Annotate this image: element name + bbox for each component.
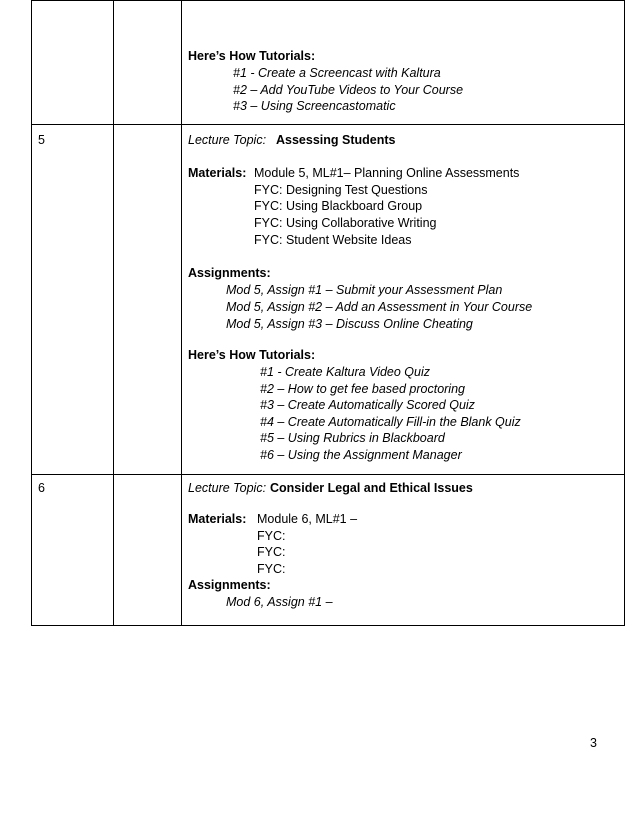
material-item: FYC: Designing Test Questions	[254, 183, 428, 197]
table-border-left	[31, 0, 32, 626]
materials-label: Materials:	[188, 166, 247, 180]
tutorial-item: #1 - Create Kaltura Video Quiz	[260, 365, 431, 379]
tutorials-heading: Here’s How Tutorials:	[188, 348, 316, 362]
table-border-top	[31, 0, 625, 1]
material-item: FYC:	[257, 545, 286, 559]
materials-label: Materials:	[188, 512, 247, 526]
material-item: FYC: Student Website Ideas	[254, 233, 412, 247]
tutorial-item: #3 – Using Screencastomatic	[233, 99, 396, 113]
column-divider	[181, 0, 182, 626]
assignments-label: Assignments:	[188, 266, 271, 280]
tutorial-item: #6 – Using the Assignment Manager	[260, 448, 462, 462]
tutorial-item: #1 - Create a Screencast with Kaltura	[233, 66, 441, 80]
assignment-item: Mod 5, Assign #3 – Discuss Online Cheating	[226, 317, 473, 331]
week-number: 6	[38, 481, 45, 495]
material-item: Module 5, ML#1– Planning Online Assessments	[254, 166, 520, 180]
table-border-bottom	[31, 625, 625, 626]
page-number: 3	[590, 736, 597, 750]
assignments-label: Assignments:	[188, 578, 271, 592]
material-item: FYC: Using Blackboard Group	[254, 199, 423, 213]
material-item: Module 6, ML#1 –	[257, 512, 358, 526]
tutorial-item: #4 – Create Automatically Fill-in the Blank Quiz	[260, 415, 521, 429]
column-divider	[113, 0, 114, 626]
tutorial-item: #5 – Using Rubrics in Blackboard	[260, 431, 445, 445]
table-border-right	[624, 0, 625, 626]
material-item: FYC:	[257, 562, 286, 576]
lecture-topic-label: Lecture Topic:	[188, 133, 267, 147]
material-item: FYC: Using Collaborative Writing	[254, 216, 437, 230]
lecture-topic-title: Assessing Students	[276, 133, 396, 147]
assignment-item: Mod 5, Assign #1 – Submit your Assessment Plan	[226, 283, 503, 297]
material-item: FYC:	[257, 529, 286, 543]
assignment-item: Mod 5, Assign #2 – Add an Assessment in Your Course	[226, 300, 533, 314]
lecture-topic-label: Lecture Topic:	[188, 481, 267, 495]
row-divider	[31, 474, 625, 475]
tutorial-item: #2 – How to get fee based proctoring	[260, 382, 465, 396]
row-divider	[31, 124, 625, 125]
tutorial-item: #2 – Add YouTube Videos to Your Course	[233, 83, 464, 97]
tutorial-item: #3 – Create Automatically Scored Quiz	[260, 398, 475, 412]
week-number: 5	[38, 133, 45, 147]
tutorials-heading: Here’s How Tutorials:	[188, 49, 316, 63]
assignment-item: Mod 6, Assign #1 –	[226, 595, 333, 609]
lecture-topic-title: Consider Legal and Ethical Issues	[270, 481, 473, 495]
